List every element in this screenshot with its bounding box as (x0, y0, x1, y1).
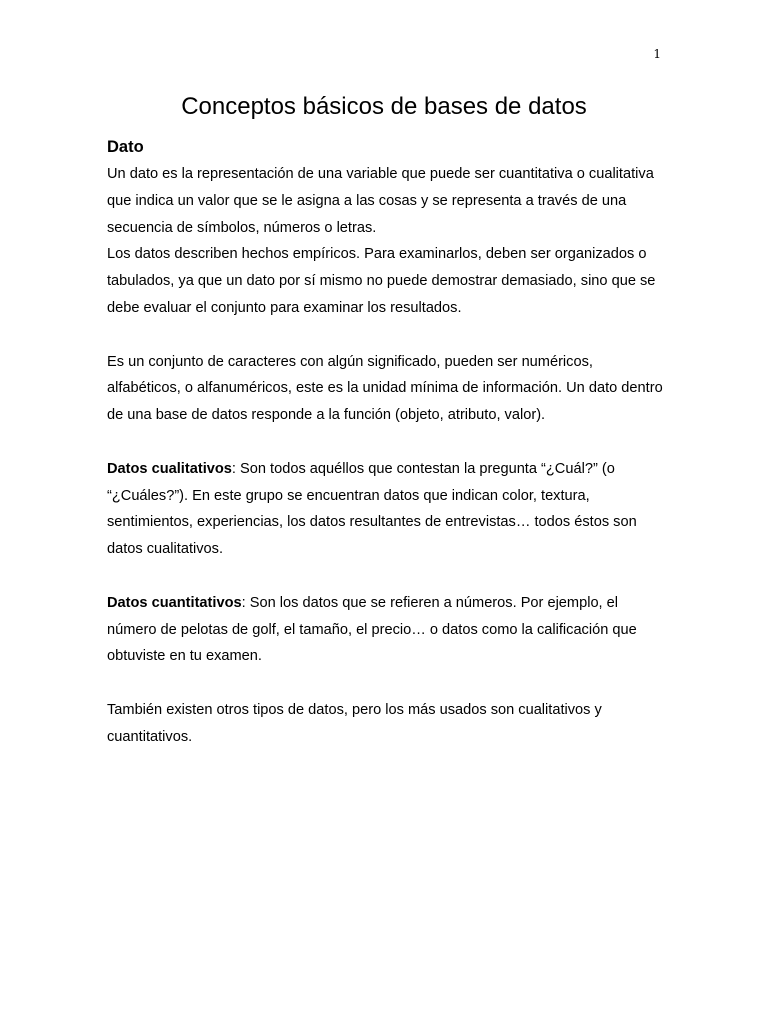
quantitative-description: : Son los datos que se refieren a números. Por ejemplo, el número de pelotas de golf, el tamaño, el precio… o datos como la calificación que obtuviste en tu examen. (107, 594, 637, 665)
document-body (107, 134, 667, 751)
paragraph-characters: Es un conjunto de caracteres con algún significado, pueden ser numéricos, alfabéticos, o alfanuméricos, este es la unidad mínima de información. Un dato dentro de una base de datos responde a la función (objeto, atributo, valor). (107, 353, 663, 424)
term-quantitative: Datos cuantitativos (107, 594, 242, 611)
paragraph-qualitative-data (107, 456, 667, 563)
paragraph-spacer (107, 322, 667, 349)
term-qualitative: Datos cualitativos (107, 460, 232, 477)
paragraph-quantitative-data (107, 590, 667, 670)
qualitative-description: : Son todos aquéllos que contestan la pregunta “¿Cuál?” (o “¿Cuáles?”). En este grupo se encuentran datos que indican color, textura, sentimientos, experiencias, los datos resultantes de entrevistas… todos éstos son datos cualitativos. (107, 460, 637, 558)
paragraph-closing: También existen otros tipos de datos, pero los más usados son cualitativos y cuantitativos. (107, 701, 602, 745)
paragraph-definition: Un dato es la representación de una variable que puede ser cuantitativa o cualitativa que indica un valor que se le asigna a las cosas y se representa a través de una secuencia de símbolos, números o letras. (107, 166, 654, 236)
section-heading-dato: Dato (107, 138, 144, 156)
paragraph-spacer (107, 563, 667, 590)
page-number: 1 (653, 47, 661, 61)
document-title: Conceptos básicos de bases de datos (181, 93, 587, 120)
paragraph-spacer (107, 670, 667, 697)
paragraph-empirical-facts: Los datos describen hechos empíricos. Para examinarlos, deben ser organizados o tabulados, ya que un dato por sí mismo no puede demostrar demasiado, sino que se debe evaluar el conjunto para examinar los resultados. (107, 246, 656, 316)
paragraph-spacer (107, 429, 667, 456)
